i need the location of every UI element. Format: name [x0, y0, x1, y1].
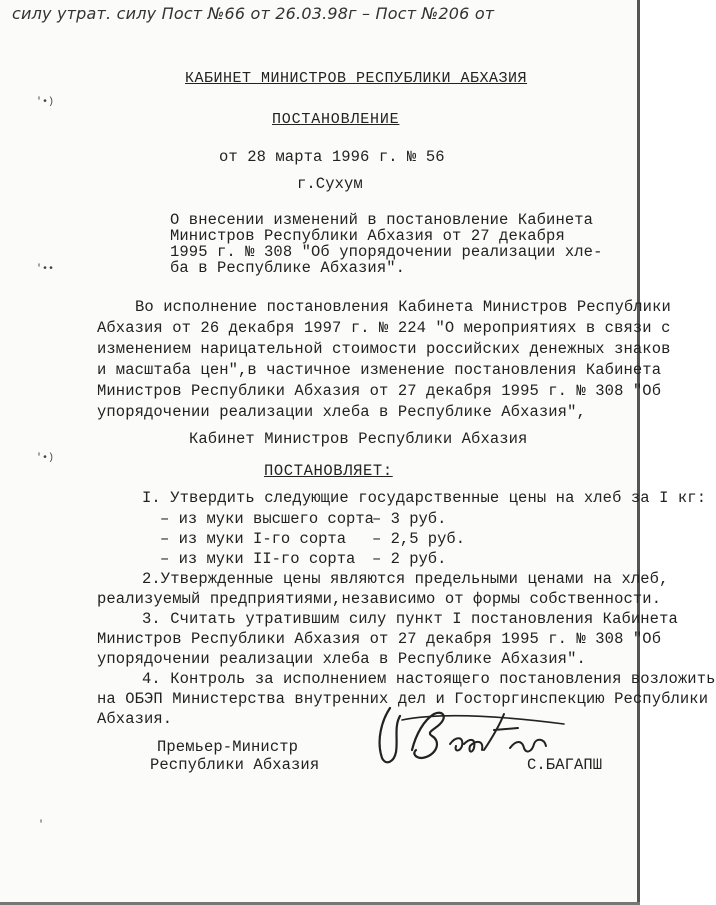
price-flour-label: – из муки I-го сорта	[160, 530, 347, 548]
signatory-title: Премьер-Министр	[157, 738, 299, 756]
subject-line: Министров Республики Абхазия от 27 декабря	[170, 227, 565, 245]
document-city: г.Сухум	[297, 175, 363, 193]
resolves-heading: ПОСТАНОВЛЯЕТ:	[264, 462, 393, 480]
price-flour-label: – из муки высшего сорта	[160, 510, 374, 528]
binding-mark: '•)	[36, 453, 55, 464]
signatory-name: С.БАГАПШ	[527, 756, 603, 774]
subject-line: ба в Республике Абхазия".	[170, 259, 406, 277]
binding-mark: '••	[36, 264, 55, 275]
item-2-line: реализуемый предприятиями,независимо от формы собственности.	[97, 590, 662, 608]
item-2-line: 2.Утвержденные цены являются предельными ценами на хлеб,	[142, 570, 669, 588]
document-type: ПОСТАНОВЛЕНИЕ	[272, 111, 400, 128]
price-value: – 3 руб.	[372, 510, 447, 528]
item-4-line: Абхазия.	[97, 710, 173, 728]
document-date-number: от 28 марта 1996 г. № 56	[219, 148, 445, 166]
subject-line: О внесении изменений в постановление Кабинета	[170, 211, 594, 229]
item-4-line: на ОБЭП Министерства внутренних дел и Госторгинспекцию Республики	[97, 690, 709, 708]
signatory-title: Республики Абхазия	[150, 756, 320, 774]
handwritten-note: силу утрат. силу Пост №66 от 26.03.98г – Пост №206 от	[12, 4, 495, 23]
price-value: – 2,5 руб.	[372, 530, 466, 548]
subject-line: 1995 г. № 308 "Об упорядочении реализации хле-	[170, 243, 603, 261]
preamble-line: изменением нарицательной стоимости российских денежных знаков	[97, 340, 671, 358]
preamble-line: упорядочении реализации хлеба в Республике Абхазия",	[97, 403, 586, 421]
preamble-line: Министров Республики Абхазия от 27 декабря 1995 г. № 308 "Об	[97, 382, 662, 400]
item-1: I. Утвердить следующие государственные цены на хлеб за I кг:	[142, 489, 707, 507]
item-3-line: Министров Республики Абхазия от 27 декабря 1995 г. № 308 "Об	[97, 630, 662, 648]
preamble-line: и масштаба цен",в частичное изменение постановления Кабинета	[97, 361, 662, 379]
issuer-line: Кабинет Министров Республики Абхазия	[189, 430, 528, 448]
item-4-line: 4. Контроль за исполнением настоящего постановления возложить	[142, 670, 716, 688]
price-flour-label: – из муки II-го сорта	[160, 550, 356, 568]
price-value: – 2 руб.	[372, 550, 447, 568]
binding-mark: '•)	[36, 97, 55, 108]
organization-header: КАБИНЕТ МИНИСТРОВ РЕСПУБЛИКИ АБХАЗИЯ	[185, 70, 528, 87]
item-3-line: 3. Считать утратившим силу пункт I постановления Кабинета	[142, 610, 678, 628]
preamble-line: Во исполнение постановления Кабинета Министров Республики	[135, 298, 671, 316]
scan-edge-right	[637, 0, 640, 905]
preamble-line: Абхазия от 26 декабря 1997 г. № 224 "О мероприятиях в связи с	[97, 319, 671, 337]
item-3-line: упорядочении реализации хлеба в Республике Абхазия".	[97, 650, 586, 668]
binding-mark: '	[38, 820, 45, 831]
